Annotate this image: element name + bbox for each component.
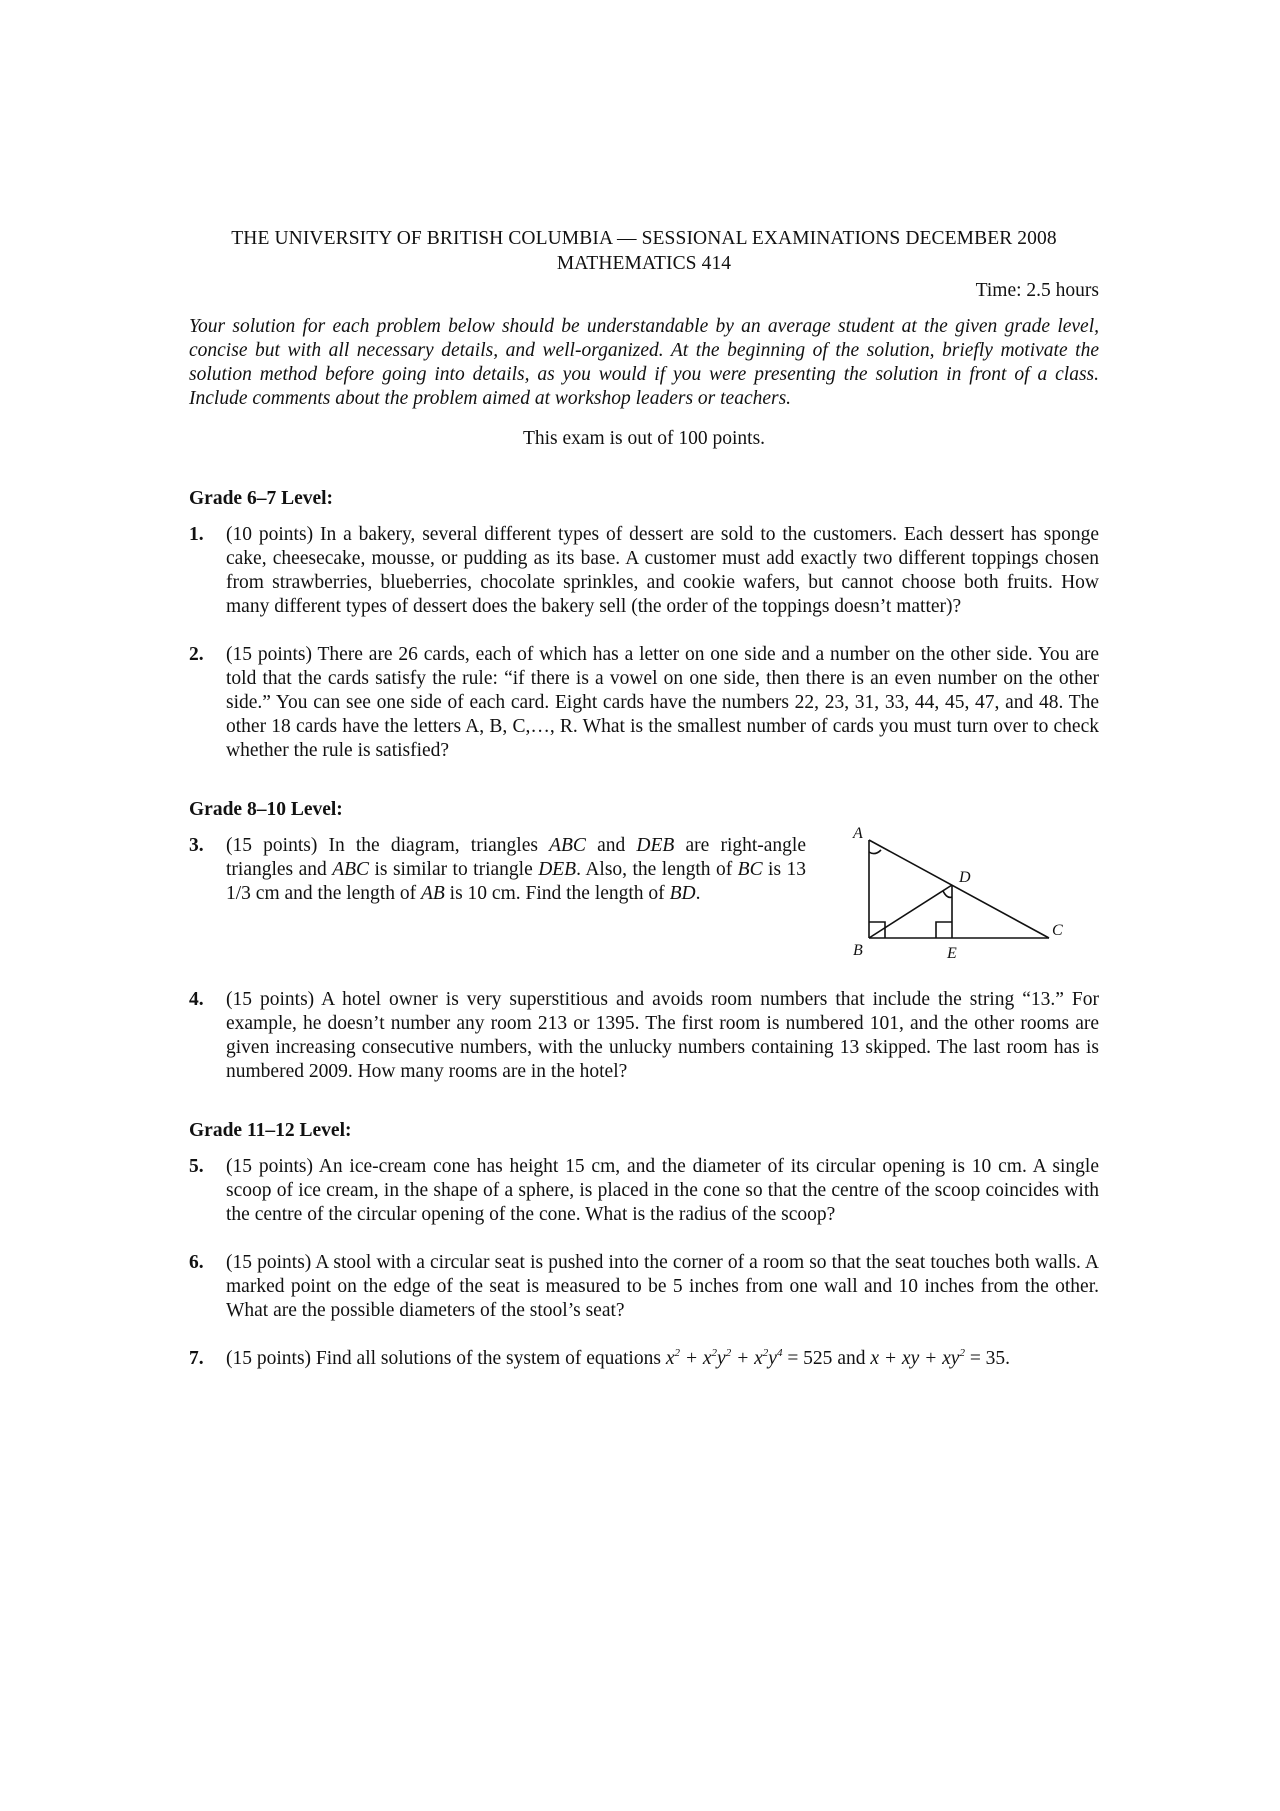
equation-2-rhs: = 35. — [969, 1348, 1011, 1369]
problem-2 — [189, 643, 1099, 763]
vertex-label-c: C — [1052, 922, 1063, 939]
problem-number: 1. — [189, 524, 204, 545]
angle-mark-d — [943, 891, 952, 897]
problem-number: 5. — [189, 1156, 204, 1177]
vertex-label-b: B — [853, 942, 863, 959]
problem-text: (10 points) In a bakery, several different types of dessert are sold to the customers. Each dessert has sponge cake, cheesecake, mousse, or pudding as its base. A customer must add exactly two different toppings chosen from strawberries, blueberries, chocolate sprinkles, and cookie wafers, but cannot choose both fruits. How many different types of dessert does the bakery sell (the order of the toppings doesn’t matter)? — [226, 524, 1099, 617]
problem-text: (15 points) A hotel owner is very superstitious and avoids room numbers that include the string “13.” For example, he doesn’t number any room 213 or 1395. The first room is numbered 101, and the other rooms are given increasing consecutive numbers, with the unlucky numbers containing 13 skipped. The last room has is numbered 2009. How many rooms are in the hotel? — [226, 989, 1099, 1082]
instructions: Your solution for each problem below should be understandable by an average student at the given grade level, concise but with all necessary details, and well-organized. At the beginning of the solution, briefly motivate the solution method before going into details, as you would if you were presenting the solution in front of a class. Include comments about the problem aimed at workshop leaders or teachers. — [189, 316, 1099, 409]
vertex-label-e: E — [947, 945, 957, 962]
problem-number: 7. — [189, 1348, 204, 1369]
segment-bd — [869, 885, 952, 938]
vertex-label-a: A — [853, 825, 863, 842]
problem-5 — [189, 1155, 1099, 1227]
problem-text: . — [695, 883, 701, 904]
triangle-diagram — [839, 824, 1079, 964]
problem-number: 6. — [189, 1252, 204, 1273]
math-var: ABC — [549, 835, 586, 856]
problem-text: is similar to triangle — [369, 859, 539, 880]
math-var: AB — [420, 883, 445, 904]
problem-text: is 13 1/3 cm and the length of — [226, 859, 806, 904]
total-points: This exam is out of 100 points. — [522, 428, 766, 449]
time-limit: Time: 2.5 hours — [975, 280, 1099, 301]
problem-1 — [189, 523, 1099, 619]
problem-text: (15 points) Find all solutions of the system of equations — [226, 1348, 666, 1369]
problem-text: (15 points) There are 26 cards, each of which has a letter on one side and a number on the other side. You are told that the cards satisfy the rule: “if there is a vowel on one side, then there is an even number on the other side.” You can see one side of each card. Eight cards have the numbers 22, 23, 31, 33, 44, 45, 47, and 48. The other 18 cards have the letters A, B, C,…, R. What is the smallest number of cards you must turn over to check whether the rule is satisfied? — [226, 644, 1099, 761]
problem-3 — [189, 834, 806, 906]
equation-2-lhs: x + xy + $xy^2$ — [870, 1347, 965, 1369]
math-var: DEB — [538, 859, 577, 880]
math-var: ABC — [332, 859, 370, 880]
right-angle-e — [936, 922, 952, 938]
angle-mark-a — [869, 850, 881, 854]
problem-text: . Also, the length of — [576, 859, 738, 880]
problem-number: 4. — [189, 989, 204, 1010]
side-ac — [869, 840, 1049, 938]
problem-6 — [189, 1251, 1099, 1323]
problem-text: (15 points) An ice-cream cone has height 15 cm, and the diameter of its circular opening is 10 cm. A single scoop of ice cream, in the shape of a sphere, is placed in the cone so that the centre of the scoop coincides with the centre of the circular opening of the cone. What is the radius of the scoop? — [226, 1156, 1099, 1225]
problem-text: and — [832, 1348, 871, 1369]
course-title: MATHEMATICS 414 — [556, 253, 732, 274]
math-var: DEB — [636, 835, 675, 856]
exam-page — [189, 226, 1099, 1371]
problem-7 — [189, 1347, 1099, 1371]
math-var: BC — [737, 859, 763, 880]
equation-1-lhs: $x^2 + x^2y^2 + x^2y^4$ — [665, 1347, 783, 1369]
problem-text: and — [585, 835, 637, 856]
problem-number: 2. — [189, 644, 204, 665]
problem-text: is 10 cm. Find the length of — [444, 883, 670, 904]
section-title: Grade 11–12 Level: — [189, 1120, 352, 1141]
math-var: BD — [669, 883, 696, 904]
problem-text: (15 points) A stool with a circular seat is pushed into the corner of a room so that the seat touches both walls. A marked point on the edge of the seat is measured to be 5 inches from one wall and 10 inches from the other. What are the possible diameters of the stool’s seat? — [226, 1252, 1099, 1321]
problem-3-block — [189, 825, 1099, 962]
problem-number: 3. — [189, 835, 204, 856]
exam-header-title: THE UNIVERSITY OF BRITISH COLUMBIA — SESSIONAL EXAMINATIONS DECEMBER 2008 — [231, 228, 1057, 249]
problem-text: are right-angle triangles and — [226, 835, 807, 880]
section-title: Grade 8–10 Level: — [189, 799, 343, 820]
problem-text: (15 points) In the diagram, triangles — [226, 835, 550, 856]
vertex-label-d: D — [959, 869, 971, 886]
section-title: Grade 6–7 Level: — [189, 488, 334, 509]
equation-1-rhs: = 525 — [787, 1348, 833, 1369]
problem-4 — [189, 988, 1099, 1084]
